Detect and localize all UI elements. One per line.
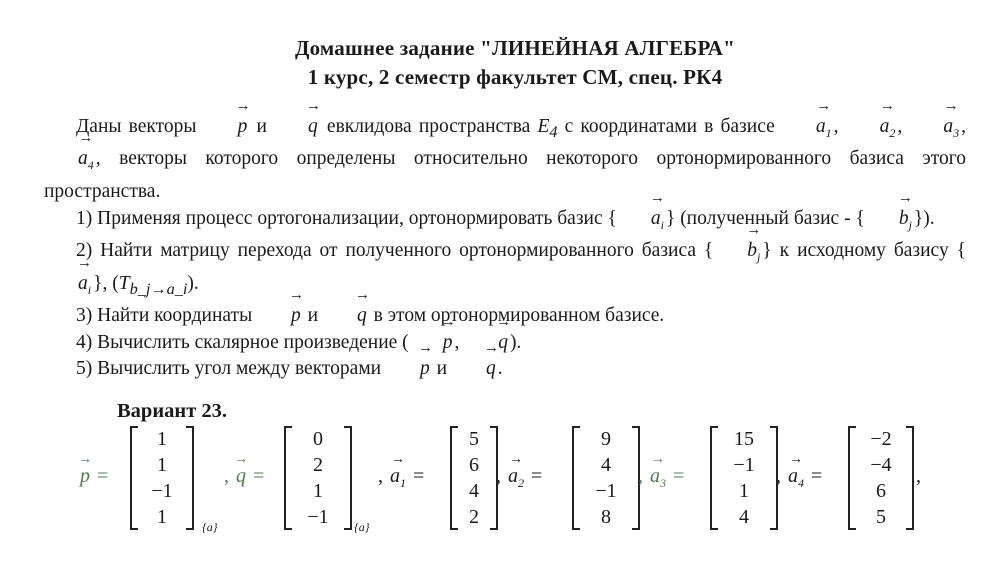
vector-q: → q — [274, 114, 320, 141]
transition-matrix-symbol: $T_{b\_j\to a\_i}$ — [118, 272, 188, 298]
space-symbol: $E_4$ — [537, 116, 558, 141]
matrix-a1-cell: 6 — [469, 454, 479, 476]
label-a3: , → $a_3$ = — [638, 465, 684, 491]
vector-p: → p — [204, 114, 250, 141]
header-subtitle: 1 курс, 2 семестр факультет СМ, спец. РК4 — [307, 65, 723, 89]
vector-p: → p — [409, 330, 455, 357]
matrix-q-cell: 0 — [313, 428, 323, 450]
matrix-a1 — [450, 426, 498, 530]
matrix-a2 — [572, 426, 640, 530]
label-a4: , → $a_4$ = — [776, 465, 822, 491]
matrix-p-cell: 1 — [157, 454, 167, 476]
basis-subscript-q: {a} — [354, 520, 370, 534]
matrix-a4-cell: 6 — [876, 480, 886, 502]
vector-a2: → $a_2$ — [846, 114, 898, 146]
matrix-q-cell: −1 — [307, 506, 329, 528]
matrix-a1-cell: 5 — [469, 428, 479, 450]
matrix-a1-cell: 2 — [469, 506, 479, 528]
label-a2: , → $a_2$ = — [496, 465, 542, 491]
matrix-a3-cell: 1 — [739, 480, 749, 502]
matrix-p — [130, 426, 194, 530]
task-1: 1) Применяя процесс ортогонализации, ортонормировать базис {→ $a_i$ } (полученный базис - {→ $b_j$ }). — [44, 206, 966, 238]
task-5: 5) Вычислить угол между векторами → p и → q . — [44, 356, 966, 383]
basis-b-vector: → $b_j$ — [865, 206, 914, 238]
matrix-a2-cell: 4 — [601, 454, 611, 476]
variant-title: Вариант 23. — [117, 400, 228, 422]
matrix-a3 — [710, 426, 778, 530]
matrix-a3-cell: −1 — [733, 454, 755, 476]
problem-statement — [44, 114, 966, 383]
vector-p: → p — [257, 303, 303, 330]
vector-definitions — [78, 426, 978, 536]
vector-q: → q — [323, 303, 369, 330]
matrix-p-cell: 1 — [157, 506, 167, 528]
document-header — [0, 34, 1000, 92]
basis-b-vector: → $b_j$ — [713, 238, 762, 270]
matrix-a4-cell: −4 — [870, 454, 892, 476]
task-3: 3) Найти координаты → p и → q в этом ортонормированном базисе. — [44, 303, 966, 330]
matrix-a2-cell: 8 — [601, 506, 611, 528]
task-2: 2) Найти матрицу перехода от полученного ортонормированного базиса {→ $b_j$ } к исходному базису {→ $a_i$ }, $(T_{b\_j\to a\_i})$. — [44, 238, 966, 303]
label-q: , → q = — [224, 465, 264, 488]
label-p: → p = — [78, 465, 108, 488]
matrix-a1-cell: 4 — [469, 480, 479, 502]
matrix-a2-cell: −1 — [595, 480, 617, 502]
basis-a-vector: → $a_i$ — [44, 271, 93, 303]
matrix-a2-cell: 9 — [601, 428, 611, 450]
vector-q: → q — [464, 330, 510, 357]
matrix-a4 — [848, 426, 914, 530]
basis-subscript-p: {a} — [202, 520, 218, 534]
vector-a3: → $a_3$ — [909, 114, 961, 146]
matrix-p-cell: −1 — [151, 480, 173, 502]
trailing-comma: , — [916, 465, 921, 487]
matrix-q — [284, 426, 352, 530]
vector-a4: → $a_4$ — [44, 146, 96, 178]
header-title: Домашнее задание "ЛИНЕЙНАЯ АЛГЕБРА" — [294, 36, 736, 60]
matrix-a3-cell: 15 — [734, 428, 754, 450]
matrix-a3-cell: 4 — [739, 506, 749, 528]
vector-q: → q — [452, 356, 498, 383]
intro-paragraph: Даны векторы → p и → q евклидова пространства $E_4$ с координатами в базисе → $a_1$ , → $a_2$ , → $a_3$ , → $a_4$ , векторы которого определены относительно некоторого ортонормированного базиса этого пространства. — [44, 114, 966, 206]
vector-p: → p — [386, 356, 432, 383]
basis-a-vector: → $a_i$ — [617, 206, 666, 238]
task-4: 4) Вычислить скалярное произведение (→ p , → q ). — [44, 330, 966, 357]
matrix-q-cell: 2 — [313, 454, 323, 476]
matrix-a4-cell: 5 — [876, 506, 886, 528]
label-a1: , → $a_1$ = — [378, 465, 424, 491]
vector-a1: → $a_1$ — [782, 114, 834, 146]
matrix-a4-cell: −2 — [870, 428, 892, 450]
matrix-p-cell: 1 — [157, 428, 167, 450]
matrix-q-cell: 1 — [313, 480, 323, 502]
